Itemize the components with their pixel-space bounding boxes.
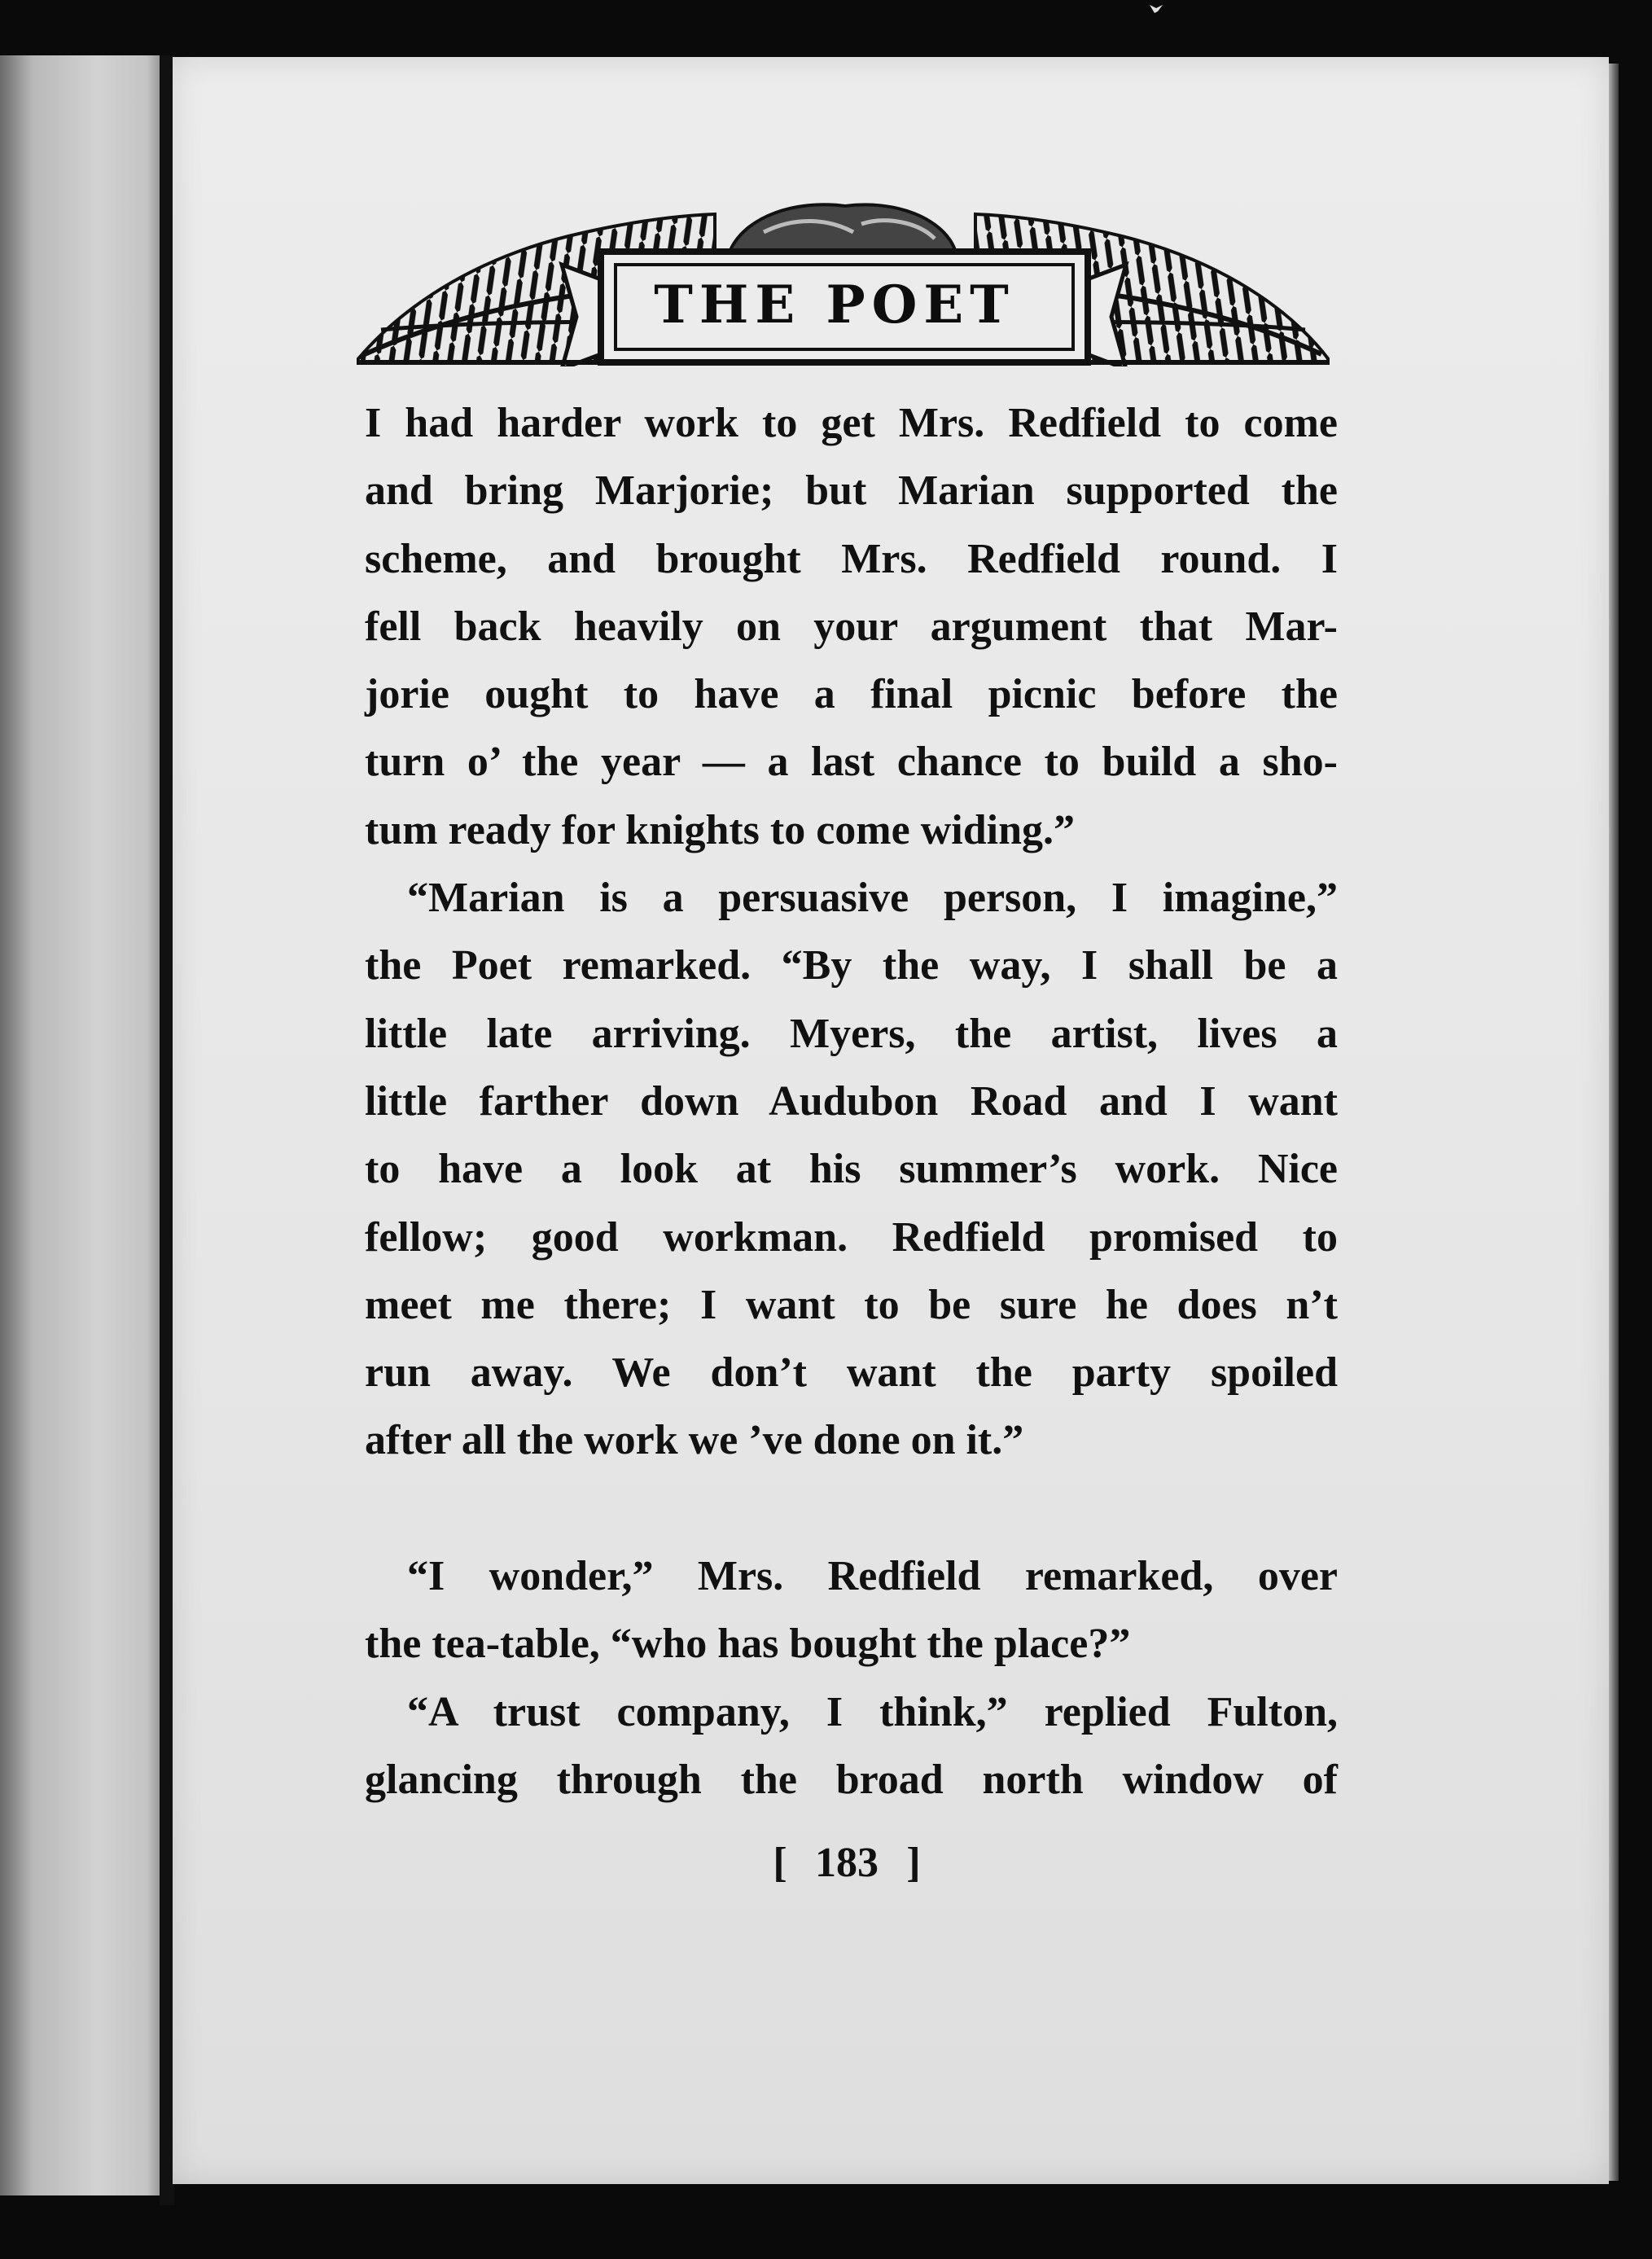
- text-line: meet me there; I want to be sure he does n’t: [365, 1281, 1338, 1328]
- text-line: glancing through the broad north window of: [365, 1756, 1338, 1803]
- text-line: run away. We don’t want the party spoiled: [365, 1349, 1338, 1397]
- facing-page-edge: [0, 55, 160, 2195]
- text-line: “I wonder,” Mrs. Redfield remarked, over: [407, 1553, 1338, 1599]
- text-line: little farther down Audubon Road and I want: [365, 1077, 1338, 1125]
- text-line: “Marian is a persuasive person, I imagine,”: [407, 875, 1338, 922]
- folio-number: 183: [815, 1840, 879, 1886]
- paragraph: [365, 1542, 1338, 1678]
- text-line: and bring Marjorie; but Marian supported the: [365, 467, 1338, 515]
- text-line: the tea-table, “who has bought the place?”: [365, 1621, 1131, 1668]
- paragraph: [365, 1678, 1338, 1814]
- text-line: tum ready for knights to come widing.”: [365, 806, 1075, 853]
- text-line: “A trust company, I think,” replied Fulton,: [407, 1688, 1338, 1735]
- text-line: after all the work we ’ve done on it.”: [365, 1417, 1024, 1464]
- text-line: little late arriving. Myers, the artist, lives a: [365, 1010, 1338, 1057]
- body-text-lower: [365, 1542, 1338, 1814]
- body-text-upper: [365, 389, 1338, 1475]
- text-line: fell back heavily on your argument that Mar-: [365, 603, 1338, 650]
- dust-speck: [1148, 3, 1164, 15]
- text-line: jorie ought to have a final picnic before the: [365, 671, 1338, 718]
- paragraph: [365, 864, 1338, 1475]
- folio-bracket-open: [: [773, 1840, 787, 1886]
- paragraph: [365, 389, 1338, 864]
- text-line: scheme, and brought Mrs. Redfield round. I: [365, 535, 1338, 582]
- text-line: fellow; good workman. Redfield promised to: [365, 1213, 1338, 1261]
- text-line: to have a look at his summer’s work. Nice: [365, 1146, 1338, 1193]
- text-line: turn o’ the year — a last chance to build a sho-: [365, 739, 1338, 786]
- page-edge-shadow: [1609, 64, 1619, 2181]
- text-line: I had harder work to get Mrs. Redfield to come: [365, 400, 1338, 446]
- folio-bracket-close: ]: [906, 1840, 921, 1886]
- page-number: [733, 1831, 961, 1896]
- text-line: the Poet remarked. “By the way, I shall be a: [365, 942, 1338, 989]
- running-head-title: THE POET: [654, 274, 1015, 336]
